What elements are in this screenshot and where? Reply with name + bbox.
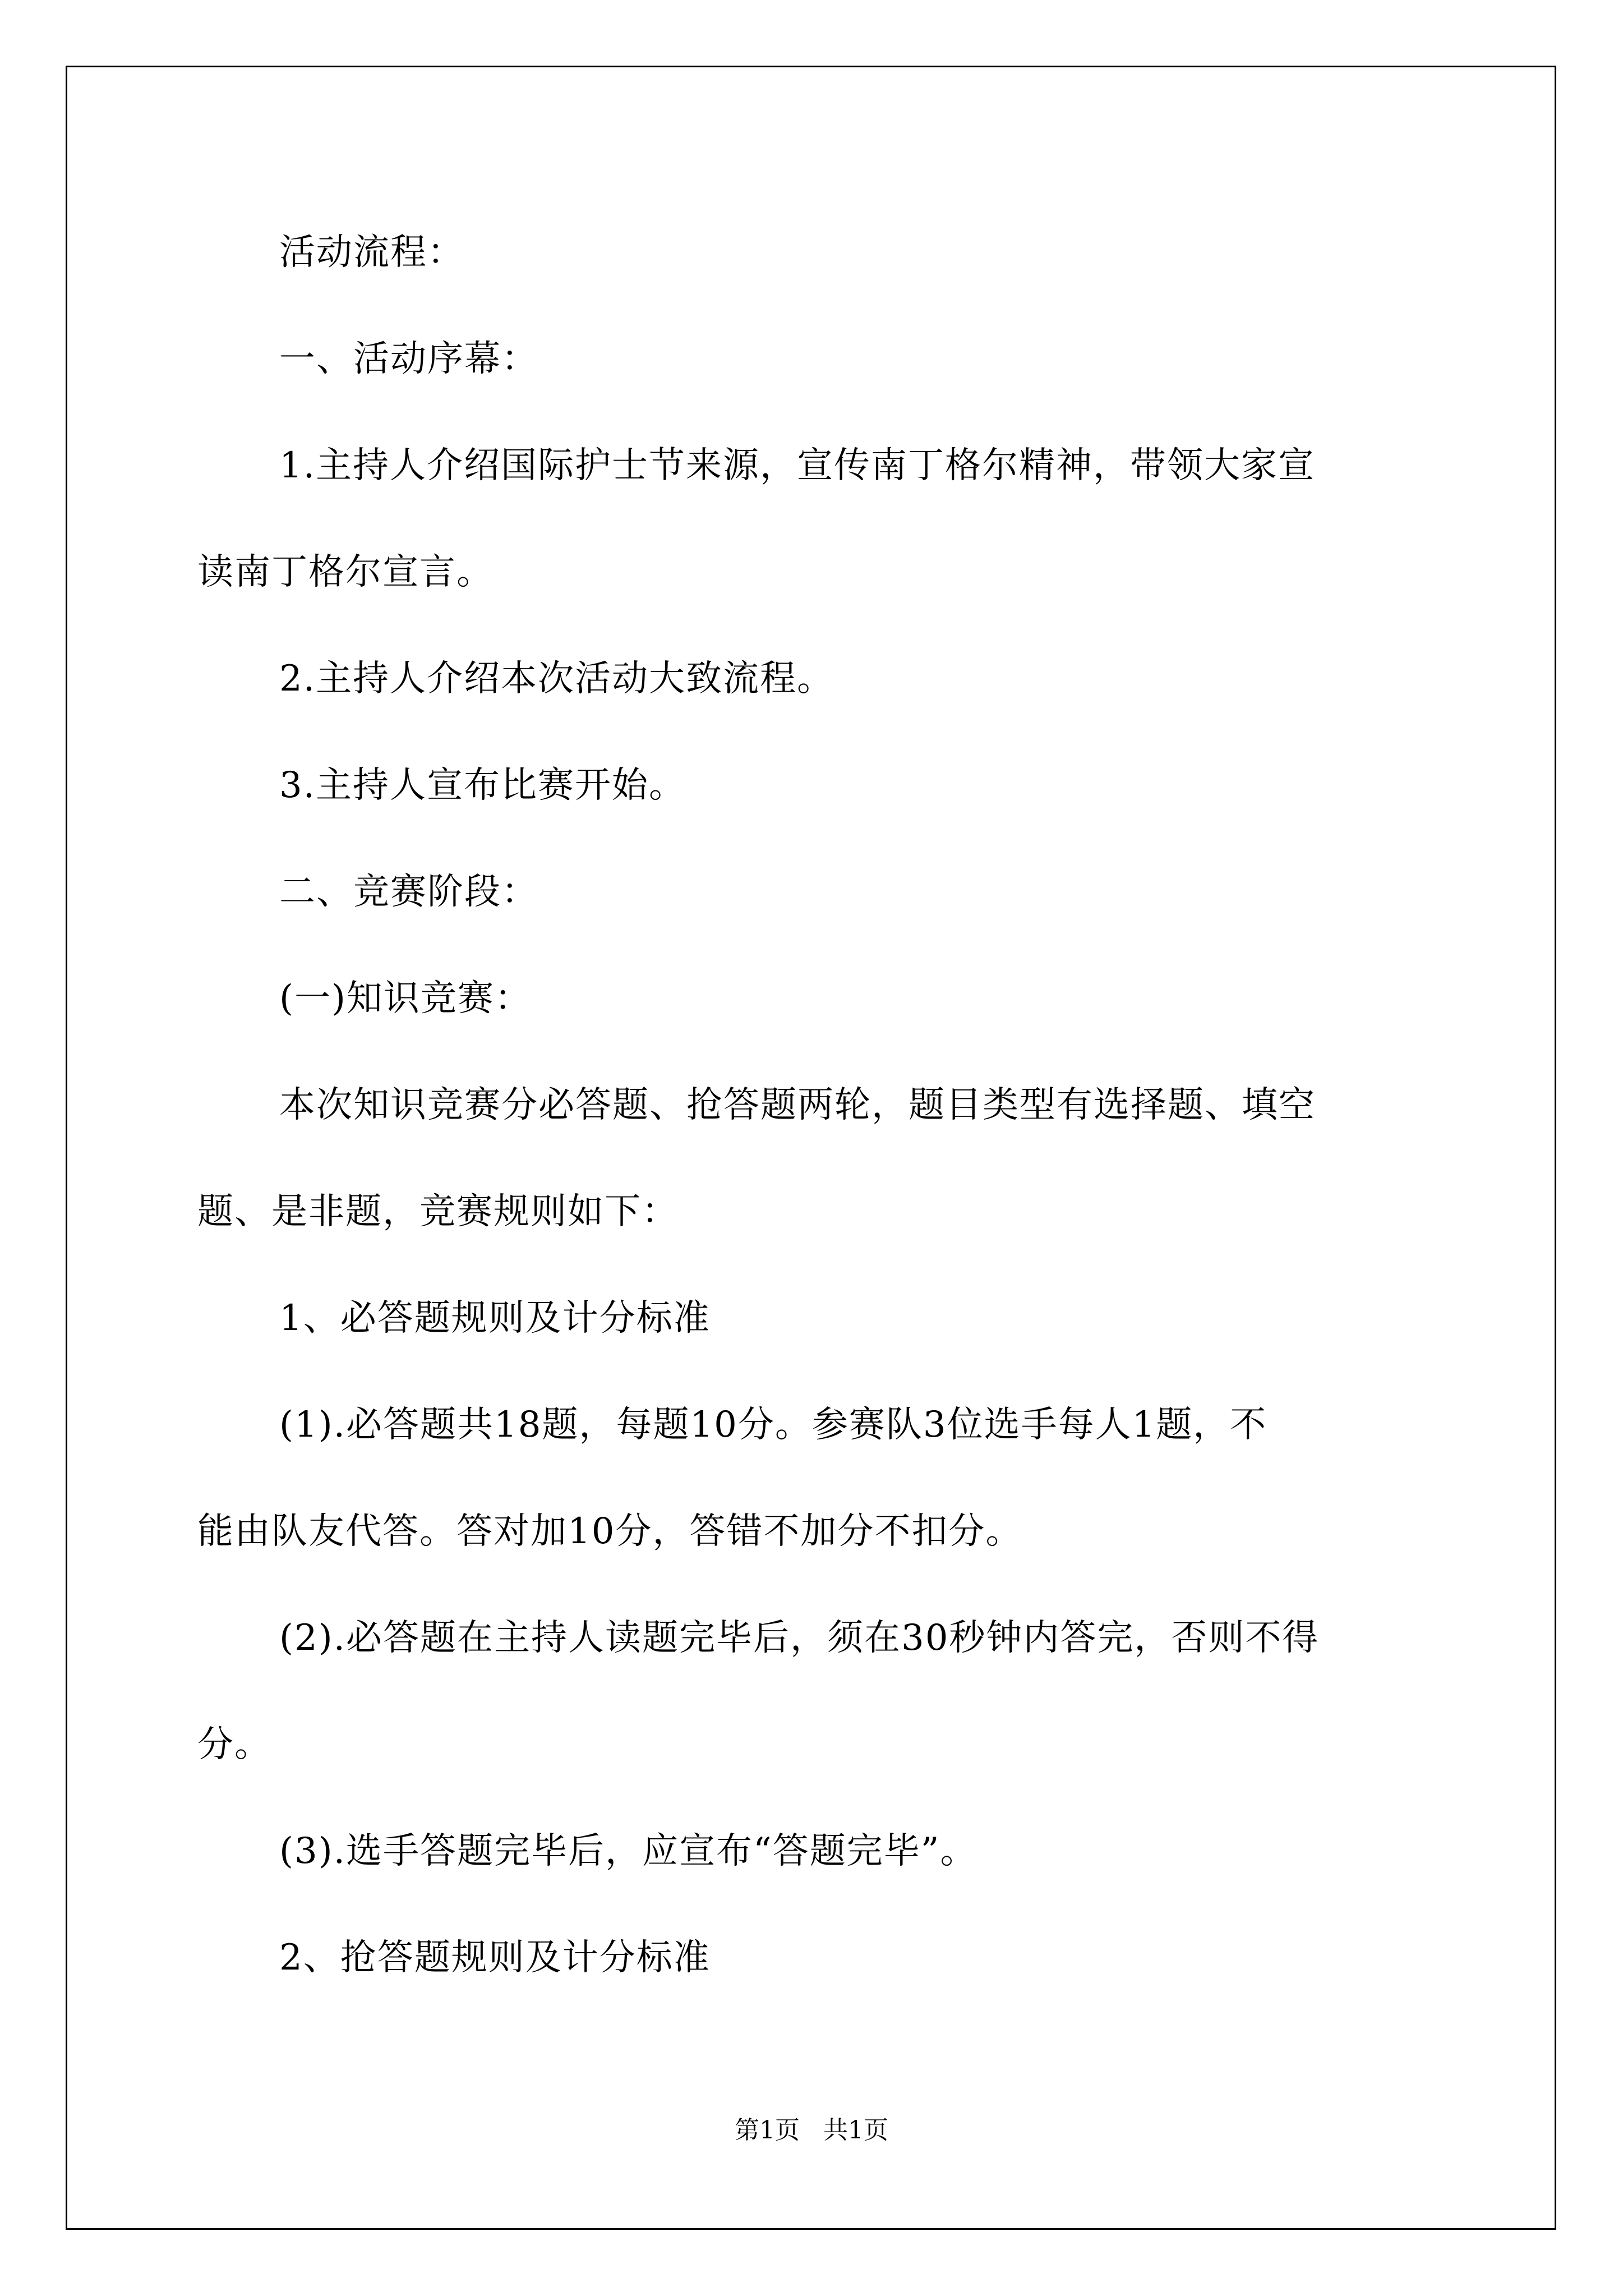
rule-heading: 1、必答题规则及计分标准 (279, 1297, 711, 1339)
subsection-heading: (一)知识竞赛： (279, 978, 532, 1019)
page-border (66, 66, 1556, 2230)
paragraph-line: 题、是非题，竞赛规则如下： (197, 1191, 679, 1232)
paragraph-line: 1.主持人介绍国际护士节来源，宣传南丁格尔精神，带领大家宣 (279, 445, 1316, 486)
paragraph-line: (3).选手答题完毕后，应宣布“答题完毕”。 (279, 1830, 978, 1872)
paragraph-line: 读南丁格尔宣言。 (197, 551, 494, 593)
paragraph-line: 活动流程： (279, 232, 464, 273)
section-heading: 一、活动序幕： (279, 338, 538, 380)
paragraph-line: 2.主持人介绍本次活动大致流程。 (279, 658, 834, 700)
page-footer: 第1页 共1页 (735, 2116, 888, 2145)
paragraph-line: (1).必答题共18题，每题10分。参赛队3位选手每人1题，不 (279, 1404, 1267, 1446)
paragraph-line: 能由队友代答。答对加10分，答错不加分不扣分。 (197, 1511, 1023, 1552)
paragraph-line: 本次知识竞赛分必答题、抢答题两轮，题目类型有选择题、填空 (279, 1084, 1316, 1126)
section-heading: 二、竞赛阶段： (279, 871, 538, 913)
paragraph-line: (2).必答题在主持人读题完毕后，须在30秒钟内答完，否则不得 (279, 1617, 1320, 1659)
rule-heading: 2、抢答题规则及计分标准 (279, 1937, 711, 1978)
paragraph-line: 分。 (197, 1724, 271, 1765)
paragraph-line: 3.主持人宣布比赛开始。 (279, 765, 686, 806)
